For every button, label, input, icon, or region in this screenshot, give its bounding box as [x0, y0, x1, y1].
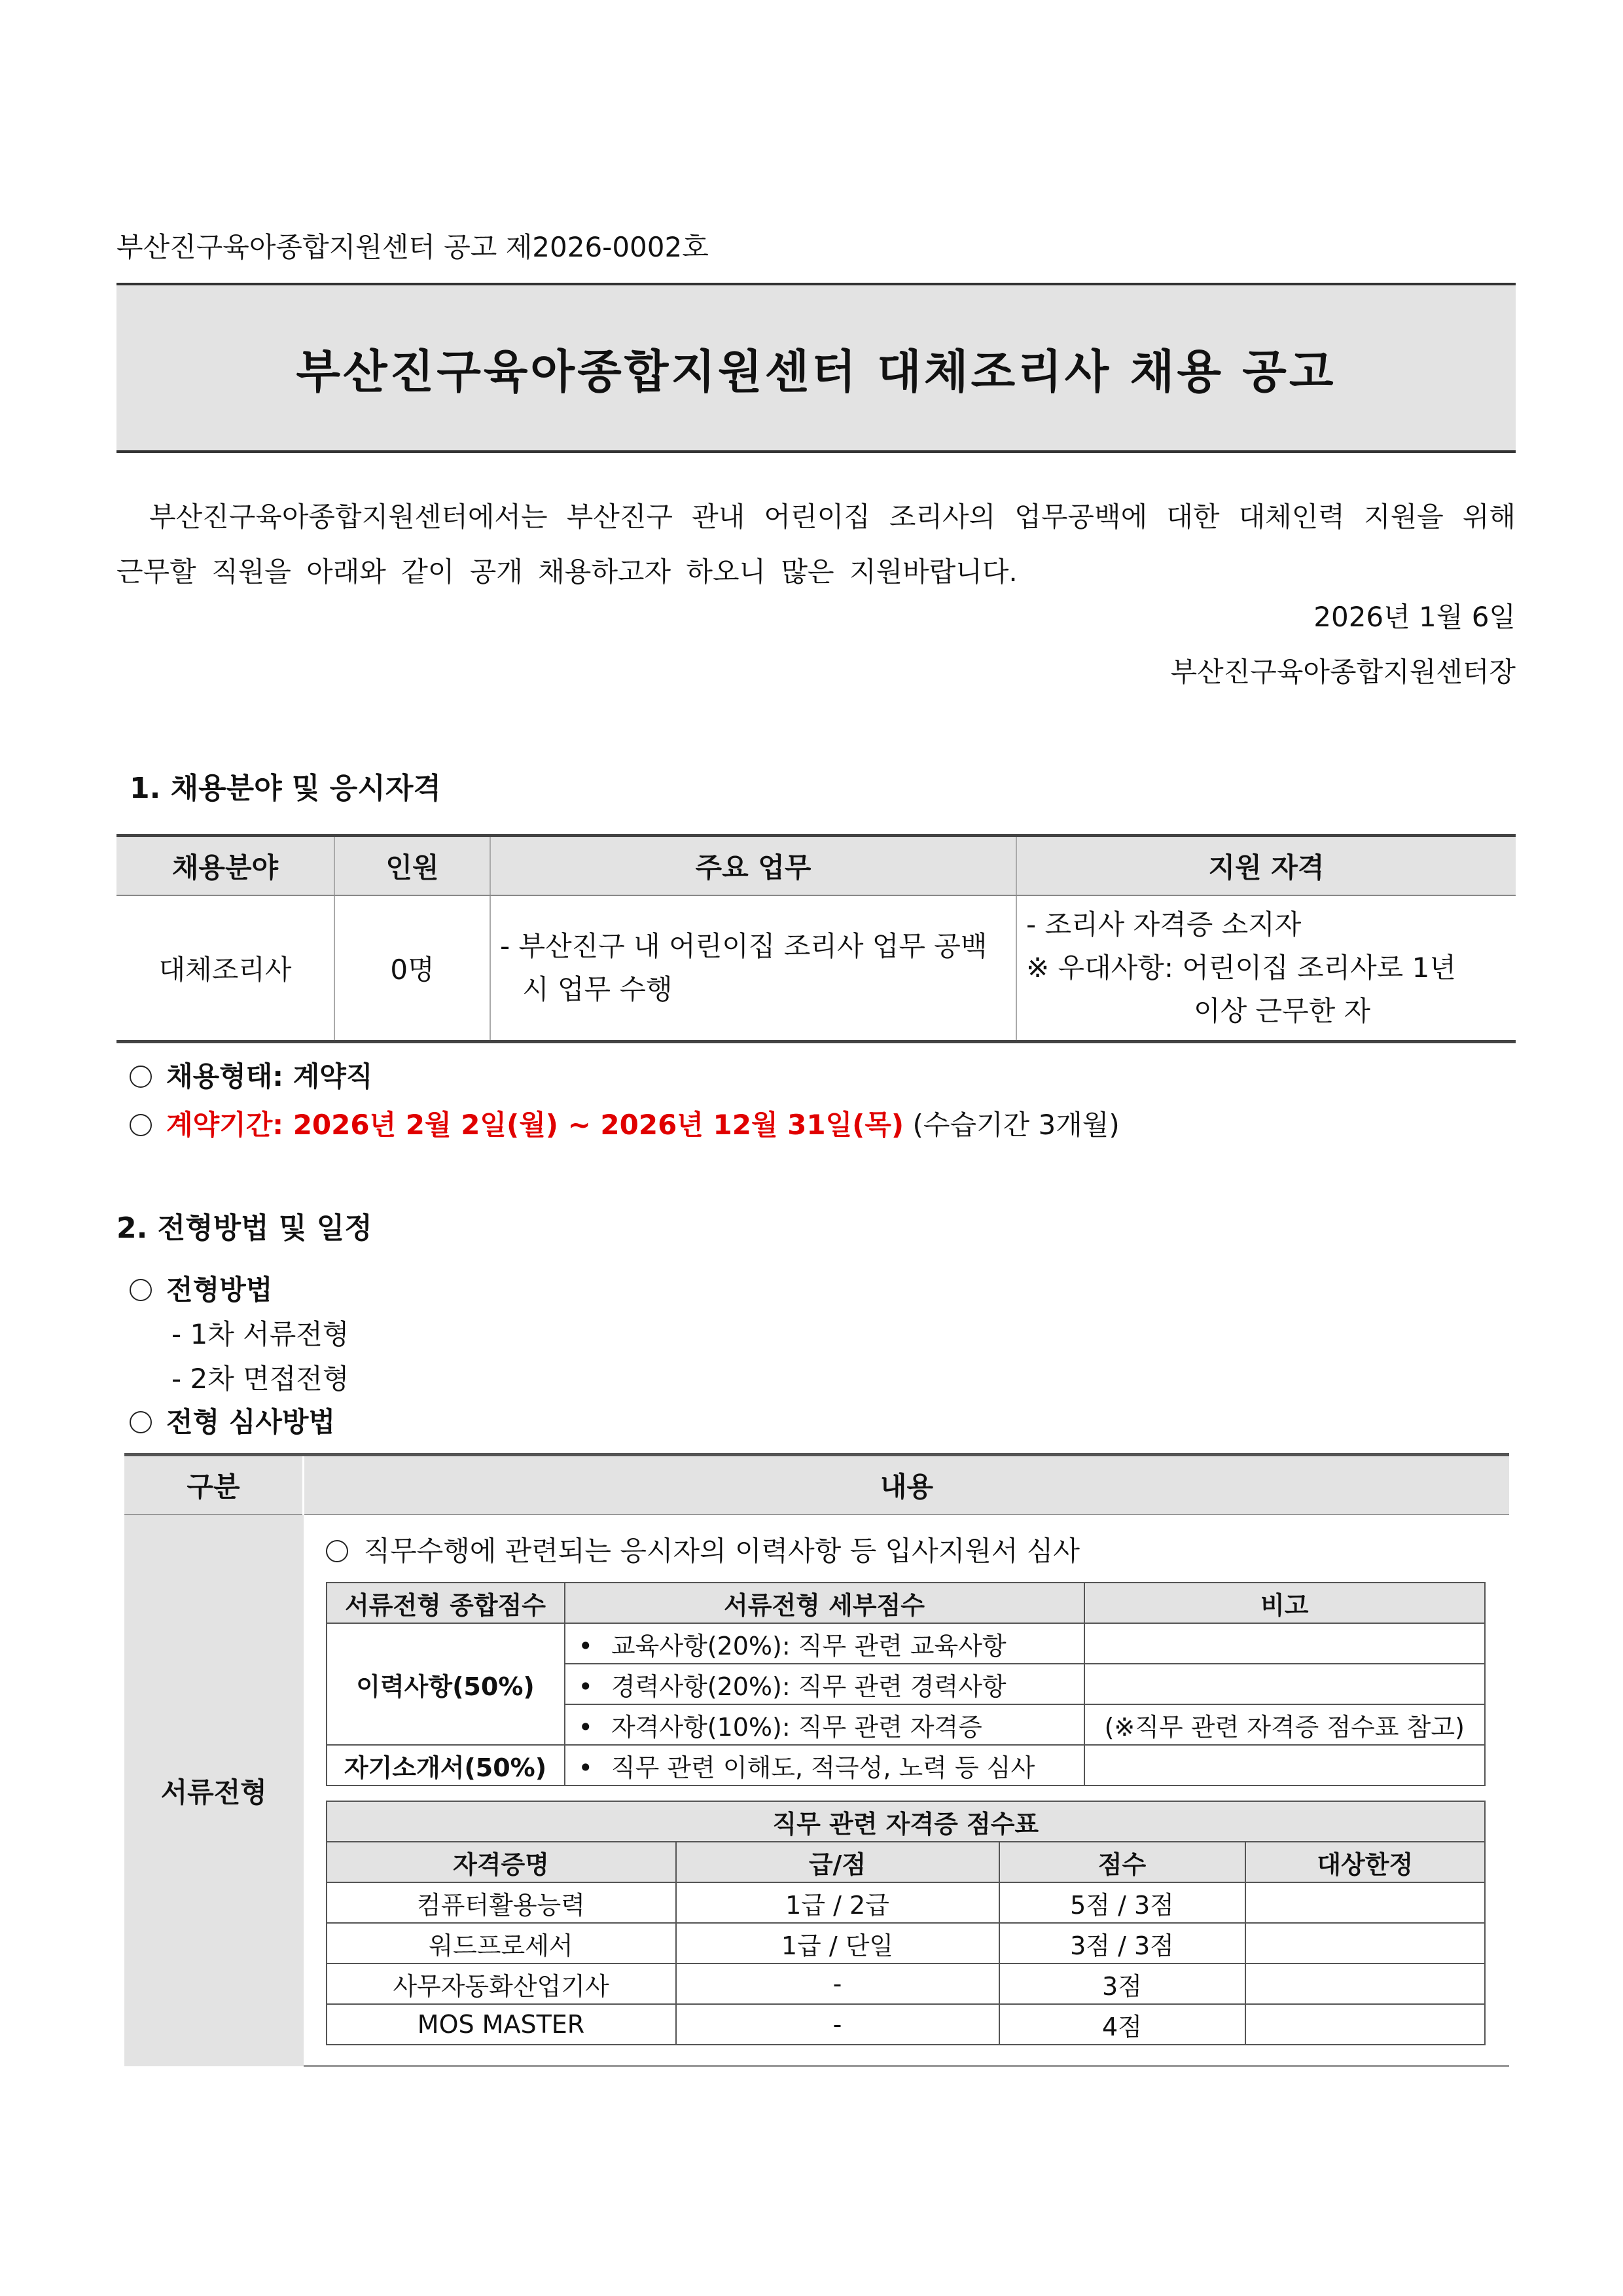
header-target: 대상한정 — [1245, 1842, 1486, 1882]
header-score: 점수 — [999, 1842, 1245, 1882]
employment-type-item — [130, 1055, 372, 1094]
circle-bullet-icon — [326, 1540, 348, 1562]
header-total-score: 서류전형 종합점수 — [327, 1583, 565, 1623]
circle-bullet-icon — [130, 1066, 152, 1088]
circle-bullet-icon — [130, 1411, 152, 1433]
contract-period: 계약기간: 2026년 2월 2일(월) ~ 2026년 12월 31일(목) — [166, 1109, 904, 1141]
history-item: • 교육사항(20%): 직무 관련 교육사항 — [565, 1623, 1084, 1664]
table-row — [327, 1964, 1486, 2004]
qualification-line: ※ 우대사항: 어린이집 조리사로 1년 — [1026, 952, 1456, 984]
header-note: 비고 — [1084, 1583, 1486, 1623]
header-content: 내용 — [304, 1455, 1510, 1515]
note-cell: (※직무 관련 자격증 점수표 참고) — [1084, 1704, 1486, 1745]
table-header-row — [124, 1455, 1509, 1515]
cert-target — [1245, 1923, 1486, 1964]
intro-label: 자기소개서(50%) — [327, 1745, 565, 1785]
qualification-cell — [1016, 895, 1516, 1042]
table-header-row — [327, 1801, 1486, 1842]
cert-target — [1245, 1882, 1486, 1923]
cert-grade: 1급 / 2급 — [676, 1882, 999, 1923]
review-title-item — [130, 1401, 335, 1440]
cert-name: 사무자동화산업기사 — [327, 1964, 676, 2004]
method-step-2: - 2차 면접전형 — [171, 1363, 349, 1395]
history-label: 이력사항(50%) — [327, 1623, 565, 1745]
header-detail-score: 서류전형 세부점수 — [565, 1583, 1084, 1623]
cert-target — [1245, 2004, 1486, 2045]
header-duty: 주요 업무 — [490, 836, 1016, 896]
method-title-item — [130, 1268, 272, 1308]
cert-score: 3점 / 3점 — [999, 1923, 1245, 1964]
section1-heading: 1. 채용분야 및 응시자격 — [130, 772, 441, 805]
score-table — [326, 1582, 1486, 1786]
probation-period: (수습기간 3개월) — [912, 1109, 1120, 1141]
certificate-table — [326, 1801, 1486, 2045]
cert-name: MOS MASTER — [327, 2004, 676, 2045]
header-qualification: 지원 자격 — [1016, 836, 1516, 896]
table-row — [327, 2004, 1486, 2045]
title-box — [116, 283, 1516, 453]
cert-grade: - — [676, 1964, 999, 2004]
header-cert-name: 자격증명 — [327, 1842, 676, 1882]
table-header-row — [116, 836, 1516, 896]
table-row — [116, 895, 1516, 1042]
qualification-line: - 조리사 자격증 소지자 — [1026, 908, 1302, 941]
intro-paragraph: 부산진구육아종합지원센터에서는 부산진구 관내 어린이집 조리사의 업무공백에 대한 대체인력 지원을 위해 근무할 직원을 아래와 같이 공개 채용하고자 하오니 많은 지원바랍니다. — [116, 501, 1516, 588]
cert-name: 워드프로세서 — [327, 1923, 676, 1964]
cert-score: 4점 — [999, 2004, 1245, 2045]
history-item: • 자격사항(10%): 직무 관련 자격증 — [565, 1704, 1084, 1745]
table-row — [327, 1623, 1486, 1664]
field-cell: 대체조리사 — [116, 895, 334, 1042]
note-cell — [1084, 1664, 1486, 1704]
document-screening-content — [304, 1515, 1510, 2066]
review-title: 전형 심사방법 — [166, 1406, 336, 1438]
table-row — [327, 1923, 1486, 1964]
header-grade: 급/점 — [676, 1842, 999, 1882]
circle-bullet-icon — [130, 1279, 152, 1301]
header-category: 구분 — [124, 1455, 304, 1515]
header-field: 채용분야 — [116, 836, 334, 896]
intro-item: • 직무 관련 이해도, 적극성, 노력 등 심사 — [565, 1745, 1084, 1785]
cert-score: 3점 — [999, 1964, 1245, 2004]
method-title: 전형방법 — [166, 1274, 273, 1306]
cert-grade: 1급 / 단일 — [676, 1923, 999, 1964]
header-count: 인원 — [334, 836, 490, 896]
cert-score: 5점 / 3점 — [999, 1882, 1245, 1923]
duty-line: - 부산진구 내 어린이집 조리사 업무 공백 — [500, 930, 988, 962]
review-table — [124, 1453, 1509, 2067]
circle-bullet-icon — [130, 1114, 152, 1136]
contract-period-item — [130, 1103, 1120, 1143]
history-item: • 경력사항(20%): 직무 관련 경력사항 — [565, 1664, 1084, 1704]
cert-target — [1245, 1964, 1486, 2004]
document-screening-label: 서류전형 — [124, 1515, 304, 2066]
qualification-line: 이상 근무한 자 — [1194, 995, 1371, 1027]
count-cell: 0명 — [334, 895, 490, 1042]
signer: 부산진구육아종합지원센터장 — [1170, 656, 1516, 688]
table-header-row — [327, 1842, 1486, 1882]
table-row — [327, 1745, 1486, 1785]
certificate-table-title: 직무 관련 자격증 점수표 — [327, 1801, 1486, 1842]
duty-line: 시 업무 수행 — [522, 973, 673, 1005]
review-description-text: 직무수행에 관련되는 응시자의 이력사항 등 입사지원서 심사 — [363, 1535, 1080, 1567]
recruitment-table — [116, 834, 1516, 1043]
cert-grade: - — [676, 2004, 999, 2045]
duty-cell — [490, 895, 1016, 1042]
table-row — [124, 1515, 1509, 2066]
notice-number: 부산진구육아종합지원센터 공고 제2026-0002호 — [116, 231, 709, 263]
table-header-row — [327, 1583, 1486, 1623]
page-title: 부산진구육아종합지원센터 대체조리사 채용 공고 — [296, 344, 1336, 399]
method-step-1: - 1차 서류전형 — [171, 1318, 349, 1350]
employment-type: 채용형태: 계약직 — [166, 1060, 373, 1092]
review-description — [326, 1530, 1486, 1569]
note-cell — [1084, 1623, 1486, 1664]
section2-heading: 2. 전형방법 및 일정 — [116, 1211, 372, 1245]
cert-name: 컴퓨터활용능력 — [327, 1882, 676, 1923]
table-row — [327, 1882, 1486, 1923]
notice-date: 2026년 1월 6일 — [1313, 601, 1516, 633]
note-cell — [1084, 1745, 1486, 1785]
